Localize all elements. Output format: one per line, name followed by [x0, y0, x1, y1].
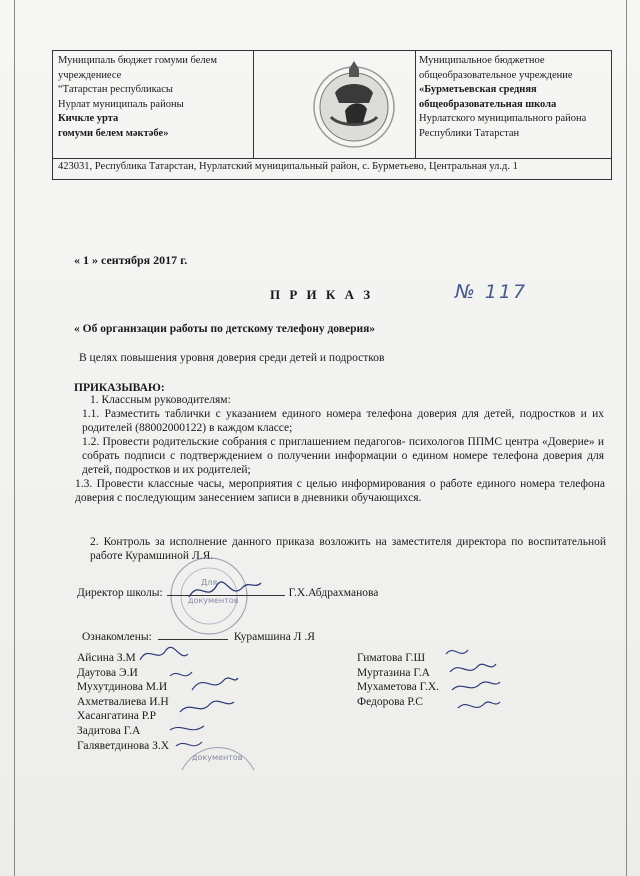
order-number-handwritten: № 117	[455, 281, 528, 303]
staff-name: Ахметвалиева И.Н	[77, 695, 169, 708]
russian-line: Нурлатского муниципального района	[419, 113, 587, 124]
order-subitem-1-2: 1.2. Провести родительские собрания с приглашением педагогов- психологов ППМС центра «Доверие» и собрать подписи с подтверждением о получении информации о едином номере телефона доверия для детей, подростков и их родителей;	[82, 436, 604, 476]
staff-name: Галяветдинова З.Х	[77, 739, 170, 752]
svg-text:документов: документов	[192, 753, 243, 762]
tatar-line: Муниципаль бюджет гомуми белем учреждениесе	[58, 55, 217, 81]
staff-name: Даутова Э.И	[77, 666, 138, 679]
page-edge-right	[626, 0, 627, 876]
tatar-line-bold: гомуми белем мәктәбе»	[58, 127, 169, 139]
staff-signatures-right-icon	[438, 642, 508, 722]
director-name: Г.Х.Абдрахманова	[288, 587, 379, 599]
order-item-2: 2. Контроль за исполнение данного приказа возложить на заместителя директора по воспитательной работе Курамшиной Л.Я.	[90, 536, 606, 562]
russian-line: Республики Татарстан	[419, 127, 520, 139]
tatar-line-bold: Кичкле урта	[58, 113, 119, 124]
director-label: Директор школы:	[77, 587, 163, 599]
svg-text:документов: документов	[188, 596, 239, 605]
russian-line: общеобразовательное учреждение	[419, 69, 573, 81]
order-subitem-1-3: 1.3. Провести классные часы, мероприятия с целью информирования о работе единого номера телефона доверия с последующим занесением записи в дневники обучающихся.	[75, 478, 605, 504]
tatar-line: “Татарстан республикасы	[58, 84, 173, 95]
staff-name: Гиматова Г.Ш	[357, 652, 426, 664]
tatar-school-name	[58, 54, 258, 141]
signature-underline	[158, 629, 228, 640]
tatarstan-emblem-icon	[305, 51, 403, 155]
russian-line-bold: «Бурметьевская средняя	[419, 84, 537, 95]
staff-name: Федорова Р.С	[357, 695, 423, 708]
order-purpose: В целях повышения уровня доверия среди детей и подростков	[79, 352, 385, 364]
tatar-line: Нурлат муниципаль районы	[58, 98, 184, 110]
director-signature-icon	[185, 575, 265, 605]
russian-line-bold: общеобразовательная школа	[419, 98, 557, 110]
letterhead-table	[52, 50, 612, 180]
order-subject: « Об организации работы по детскому телефону доверия»	[74, 323, 376, 335]
staff-name: Мухутдинова М.И	[77, 681, 168, 694]
order-subitem-1-1: 1.1. Разместить таблички с указанием единого номера телефона доверия для детей, подростков и их родителей (88002000122) в каждом классе;	[82, 408, 604, 434]
svg-text:Для: Для	[201, 578, 218, 587]
order-title: П Р И К А З	[270, 287, 374, 302]
acquaintance-line	[82, 629, 315, 643]
staff-name: Мухаметова Г.Х.	[357, 681, 440, 694]
page-edge-left	[14, 0, 15, 876]
order-date: « 1 » сентября 2017 г.	[74, 253, 188, 267]
staff-name: Хасангатина Р.Р	[77, 710, 156, 723]
russian-line: Муниципальное бюджетное	[419, 55, 545, 66]
bottom-stamp-fragment	[178, 730, 258, 775]
russian-school-name	[419, 54, 609, 141]
acquainted-label: Ознакомлены:	[82, 631, 152, 643]
staff-name: Муртазина Г.А	[357, 666, 430, 679]
order-item-1: 1. Классным руководителям:	[90, 394, 231, 406]
school-address: 423031, Республика Татарстан, Нурлатский муниципальный район, с. Бурметьево, Центральная ул.д. 1	[58, 161, 518, 172]
letterhead-divider-right	[415, 51, 416, 158]
acquainted-name: Курамшина Л .Я	[233, 631, 315, 643]
order-directive-heading: ПРИКАЗЫВАЮ:	[74, 382, 165, 394]
letterhead-divider-bottom	[53, 158, 611, 159]
staff-name: Задитова Г.А	[77, 724, 141, 737]
staff-name: Айсина З.М	[77, 652, 136, 664]
staff-list-right	[357, 651, 439, 709]
